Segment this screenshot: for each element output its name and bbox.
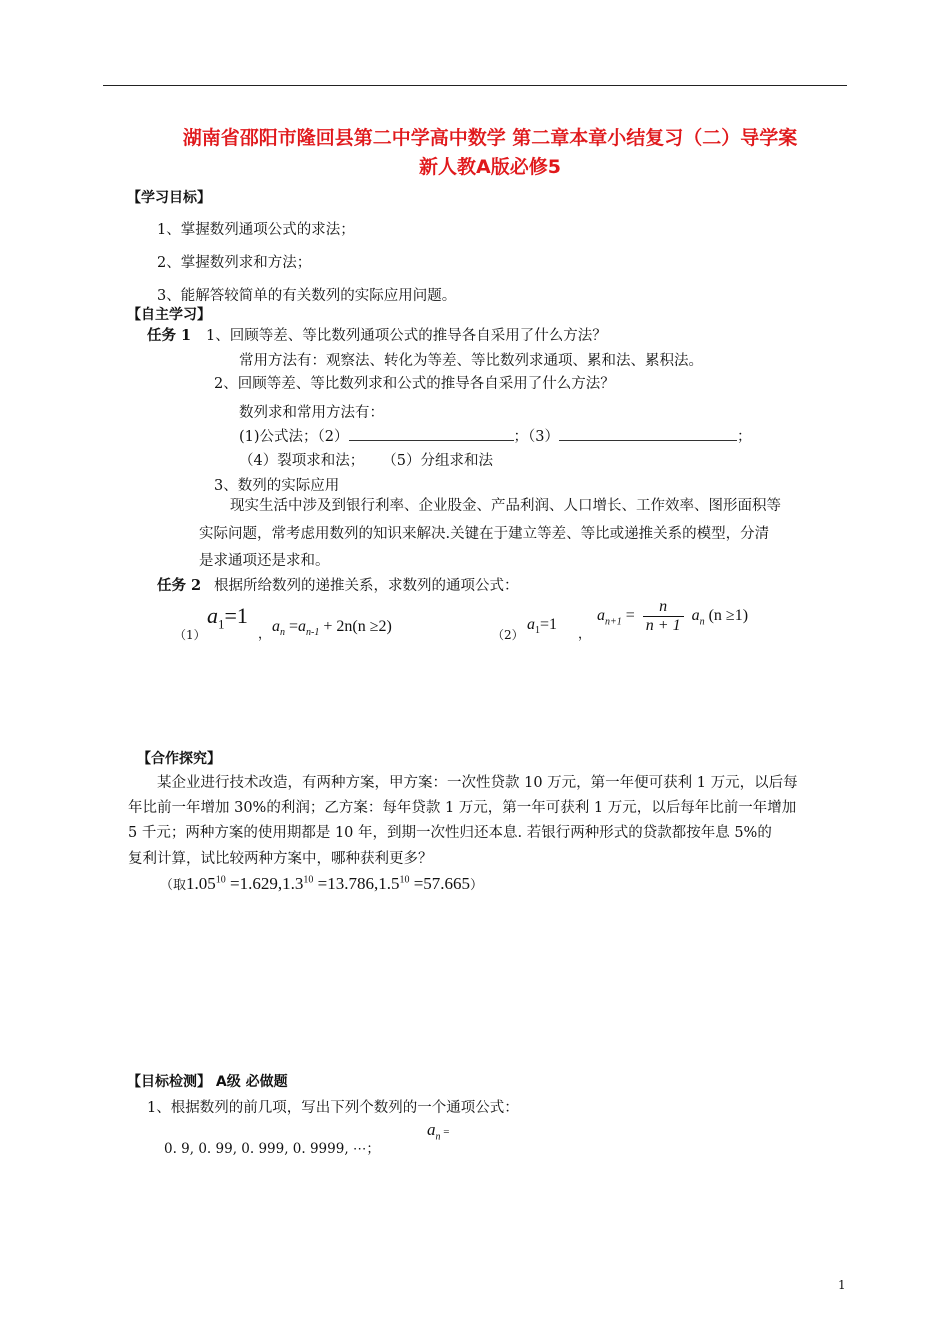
equals: = — [289, 618, 299, 635]
var-a: a — [597, 607, 605, 625]
value-2: =13.786,1.5 — [313, 874, 400, 893]
method-5-label: （5）分组求和法 — [382, 453, 493, 469]
explore-line-1: 某企业进行技术改造，有两种方案，甲方案：一次性贷款 10 万元，第一年便可获利 1 万元，以后每 — [157, 775, 798, 791]
problem-1-comma: ， — [258, 627, 272, 642]
check-question-1: 1、根据数列的前几项，写出下列个数列的一个通项公式： — [147, 1100, 519, 1116]
equals-one: =1 — [224, 603, 248, 628]
sum-methods-line — [239, 425, 752, 446]
exponent-3: 10 — [399, 874, 410, 886]
goal-item-3: 3、能解答较简单的有关数列的实际应用问题。 — [157, 288, 457, 304]
problem-1-initial — [207, 603, 248, 632]
subscript: 1 — [535, 625, 540, 637]
page-number: 1 — [838, 1278, 846, 1292]
application-para-1: 现实生活中涉及到银行利率、企业股金、产品利润、人口增长、工作效率、图形面积等 — [230, 498, 781, 514]
exponent-1: 10 — [215, 874, 226, 886]
recurrence-tail: + 2n(n ≥2) — [323, 618, 392, 635]
fraction-numerator: n — [643, 598, 684, 617]
method-3-blank[interactable] — [559, 426, 737, 441]
goal-item-2: 2、掌握数列求和方法； — [157, 255, 312, 271]
problem-1-label: （1） — [174, 628, 206, 642]
problem-2-label: （2） — [492, 628, 524, 642]
subscript-n-1: n-1 — [306, 627, 320, 639]
application-para-2: 实际问题，常考虑用数列的知识来解决.关键在于建立等差、等比或递推关系的模型，分清 — [199, 526, 770, 542]
application-para-3: 是求通项还是求和。 — [199, 553, 330, 569]
check-an-formula — [427, 1120, 449, 1142]
fraction-denominator: n + 1 — [645, 617, 681, 634]
fraction — [643, 598, 684, 635]
problem-2-comma: ， — [578, 627, 592, 642]
self-study-heading: 【自主学习】 — [127, 307, 211, 323]
task1-question-3: 3、数列的实际应用 — [214, 478, 340, 494]
base-1: 1.05 — [186, 874, 216, 893]
explore-line-2: 年比前一年增加 30%的利润；乙方案：每年贷款 1 万元，第一年可获利 1 万元，以后每年比前一年增加 — [128, 800, 797, 816]
check-sequence: 0. 9, 0. 99, 0. 999, 0. 9999, ⋯； — [164, 1141, 380, 1157]
problem-1-recurrence — [272, 618, 392, 638]
equals: = — [440, 1126, 450, 1138]
header-rule — [103, 85, 847, 86]
equals-one: =1 — [540, 616, 558, 633]
subscript-n: n — [280, 627, 285, 639]
task1-answer-1: 常用方法有：观察法、转化为等差、等比数列求通项、累和法、累积法。 — [239, 353, 703, 369]
sum-methods-lead: 数列求和常用方法有： — [239, 405, 384, 421]
subscript-n-plus-1: n+1 — [605, 616, 622, 628]
method-4-label: （4）裂项求和法； — [239, 453, 365, 469]
var-a: a — [272, 618, 280, 635]
exponent-2: 10 — [303, 874, 314, 886]
document-title-line1: 湖南省邵阳市隆回县第二中学高中数学 第二章本章小结复习（二）导学案 — [182, 127, 798, 149]
problem-2-initial — [527, 616, 557, 636]
goal-item-1: 1、掌握数列通项公式的求法； — [157, 222, 355, 238]
task1-question-2: 2、回顾等差、等比数列求和公式的推导各自采用了什么方法？ — [214, 376, 615, 392]
method-1-label: (1)公式法；（2） — [239, 429, 349, 445]
value-1: =1.629,1.3 — [225, 874, 304, 893]
equals: = — [625, 607, 635, 625]
explore-heading: 【合作探究】 — [137, 751, 221, 767]
semicolon: ； — [737, 429, 752, 445]
explore-line-3: 5 千元；两种方案的使用期都是 10 年，到期一次性归还本息. 若银行两种形式的贷款都按年息 5%的 — [128, 825, 772, 841]
var-a: a — [527, 616, 535, 633]
task1-label: 任务 1 — [147, 327, 192, 344]
given-open: （取 — [160, 878, 187, 893]
var-a: a — [298, 618, 307, 635]
task1-question-1: 1、回顾等差、等比数列通项公式的推导各自采用了什么方法？ — [206, 328, 607, 344]
explore-line-4: 复利计算，试比较两种方案中，哪种获利更多？ — [128, 851, 433, 867]
subscript-n: n — [435, 1131, 441, 1143]
check-heading: 【目标检测】 A级 必做题 — [127, 1074, 288, 1090]
method-2-blank[interactable] — [349, 426, 514, 441]
sum-methods-line-2 — [239, 449, 493, 470]
given-close: ） — [470, 878, 484, 893]
var-a: a — [207, 603, 218, 628]
var-a: a — [691, 607, 700, 625]
var-a: a — [427, 1120, 436, 1139]
problem-2-recurrence — [597, 598, 748, 635]
subscript: 1 — [218, 616, 225, 632]
condition: (n ≥1) — [708, 607, 749, 625]
goals-heading: 【学习目标】 — [127, 190, 211, 206]
given-values — [160, 874, 483, 894]
subscript-n: n — [699, 616, 705, 628]
document-title-line2: 新人教A版必修5 — [419, 156, 561, 178]
method-3-label: ；（3） — [513, 429, 559, 445]
task2-text: 根据所给数列的递推关系，求数列的通项公式： — [214, 578, 519, 594]
task2-label: 任务 2 — [157, 577, 202, 594]
value-3: =57.665 — [409, 874, 471, 893]
